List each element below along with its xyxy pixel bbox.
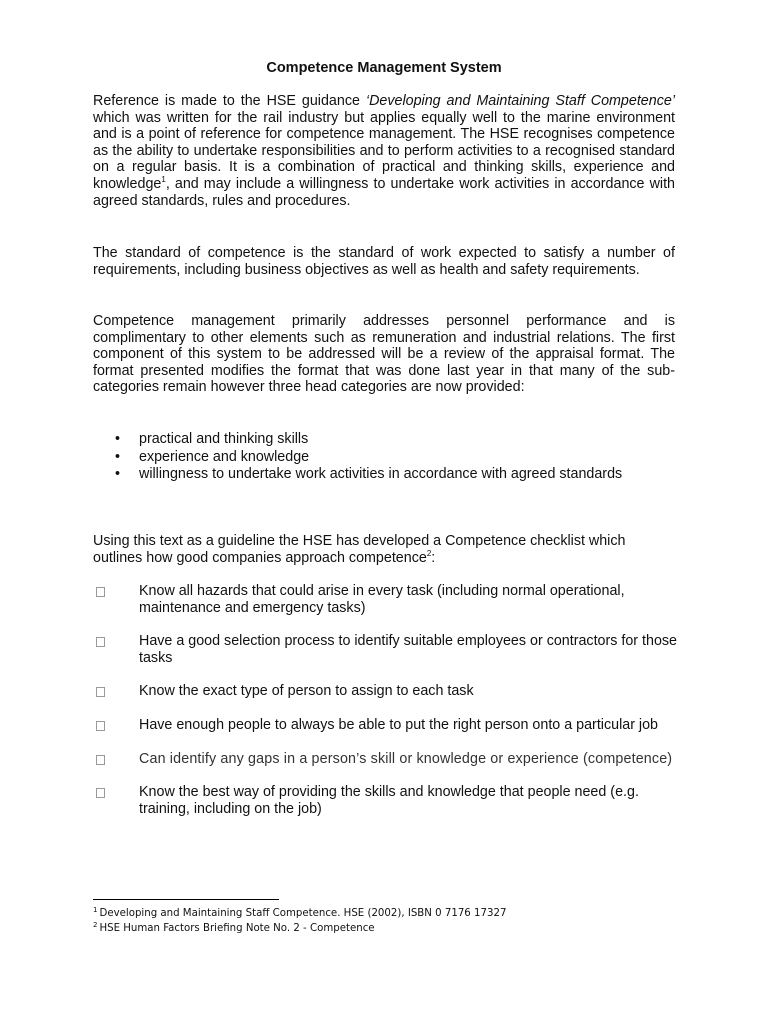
checkbox-icon[interactable] bbox=[96, 721, 105, 731]
footnotes bbox=[93, 906, 693, 936]
checklist-item-text: Can identify any gaps in a person’s skill or knowledge or experience (competence) bbox=[139, 750, 673, 767]
competence-checklist bbox=[93, 583, 693, 834]
checklist-item-text: Know the best way of providing the skills and knowledge that people need (e.g. training, including on the job) bbox=[139, 784, 639, 817]
checkbox-icon[interactable] bbox=[96, 687, 105, 697]
checklist-intro-suffix: : bbox=[431, 549, 436, 566]
intro-paragraph bbox=[93, 93, 675, 209]
standard-paragraph: The standard of competence is the standard of work expected to satisfy a number of requirements, including business objectives as well as health and safety requirements. bbox=[93, 245, 675, 278]
checklist-item bbox=[93, 633, 693, 666]
checkbox-icon[interactable] bbox=[96, 788, 105, 798]
checklist-item-text: Know all hazards that could arise in every task (including normal operational, maintenance and emergency tasks) bbox=[139, 583, 625, 616]
footnote-2 bbox=[93, 921, 693, 936]
checklist-intro-paragraph bbox=[93, 533, 675, 566]
list-item-text: practical and thinking skills bbox=[139, 431, 309, 447]
checklist-item bbox=[93, 751, 693, 768]
bullet-icon: • bbox=[115, 466, 121, 482]
intro-prefix: Reference is made to the HSE guidance bbox=[93, 93, 366, 109]
footnote-ref-2[interactable]: 2 bbox=[426, 548, 432, 558]
checkbox-icon[interactable] bbox=[96, 587, 105, 597]
footnote-1 bbox=[93, 906, 693, 921]
management-paragraph: Competence management primarily addresses personnel performance and is complimentary to other elements such as remuneration and industrial relations. The first component of this system to be addressed will be a review of the appraisal format. The format presented modifies the format that was done last year in that many of the sub-categories remain however three head categories are now provided: bbox=[93, 313, 675, 396]
checklist-item bbox=[93, 717, 693, 734]
list-item bbox=[93, 466, 693, 484]
checkbox-icon[interactable] bbox=[96, 755, 105, 765]
footnote-number: 1 bbox=[93, 905, 98, 914]
list-item bbox=[93, 431, 693, 449]
checkbox-icon[interactable] bbox=[96, 637, 105, 647]
checklist-item-text: Have enough people to always be able to put the right person onto a particular job bbox=[139, 716, 659, 733]
list-item bbox=[93, 449, 693, 467]
bullet-icon: • bbox=[115, 448, 121, 465]
checklist-item-text: Have a good selection process to identify suitable employees or contractors for those tasks bbox=[139, 633, 678, 666]
checklist-item bbox=[93, 683, 693, 700]
footnote-ref-1[interactable]: 1 bbox=[161, 175, 166, 185]
page-title: Competence Management System bbox=[266, 60, 502, 76]
checklist-item bbox=[93, 583, 693, 616]
footnote-number: 2 bbox=[93, 920, 98, 929]
intro-body: which was written for the rail industry but applies equally well to the marine environment and is a point of reference for competence management. The HSE recognises competence as the ability to undertake responsibilities and to perform activities to a recognised standard on a regular basis. It is a combination of practical and thinking skills, experience and knowledge bbox=[93, 109, 675, 192]
footnote-text: HSE Human Factors Briefing Note No. 2 - Competence bbox=[99, 923, 375, 934]
intro-suffix: , and may include a willingness to undertake work activities in accordance with agreed standards, rules and procedures. bbox=[93, 175, 675, 209]
checklist-item-text: Know the exact type of person to assign to each task bbox=[139, 683, 474, 700]
list-item-text: willingness to undertake work activities in accordance with agreed standards bbox=[139, 466, 623, 482]
checklist-intro-text: Using this text as a guideline the HSE has developed a Competence checklist which outlines how good companies approach competence bbox=[93, 533, 626, 566]
footnote-text: Developing and Maintaining Staff Competence. HSE (2002), ISBN 0 7176 17327 bbox=[99, 908, 507, 919]
bullet-icon: • bbox=[115, 431, 121, 447]
guidance-title: ‘Developing and Maintaining Staff Competence’ bbox=[365, 93, 675, 109]
checklist-item bbox=[93, 784, 693, 817]
head-categories-list bbox=[93, 431, 693, 484]
footnote-divider bbox=[93, 899, 279, 900]
list-item-text: experience and knowledge bbox=[139, 448, 310, 465]
